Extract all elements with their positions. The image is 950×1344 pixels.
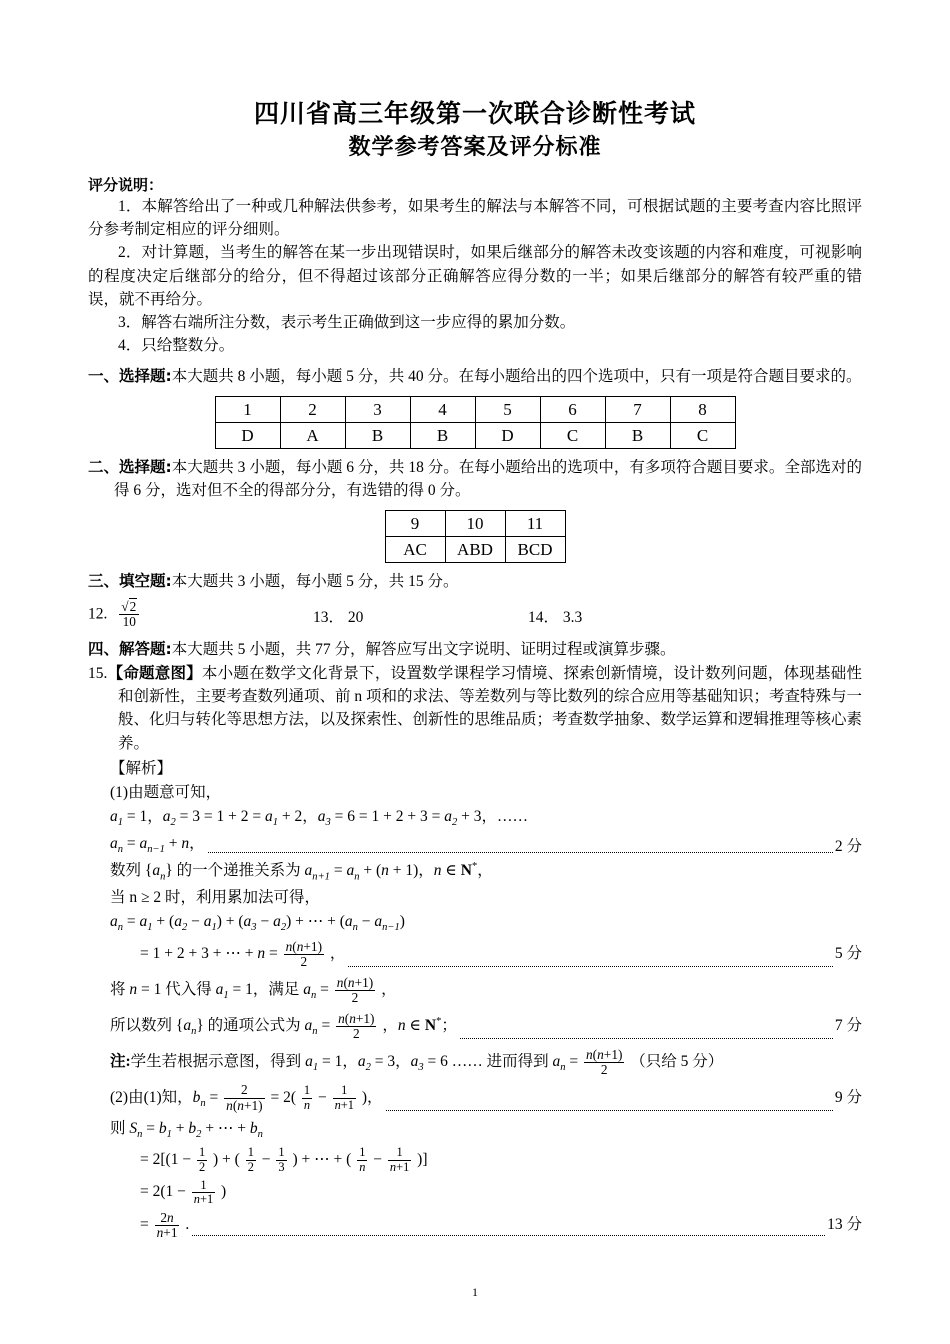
table-cell-number: 7 — [605, 396, 670, 422]
teacher-note: 注:学生若根据示意图，得到 $a_1 = 1$，$a_2 = 3$，$a_3 = 6$ …… 进而得到 $a_n$ = $\frac{n(n+1)}{2}$ （只给 5 分） — [110, 1046, 724, 1077]
table-cell-answer: BCD — [505, 537, 565, 563]
page-number: 1 — [472, 1285, 478, 1299]
fraction-numerator: 1 — [359, 1145, 366, 1160]
fraction-numerator: 1 — [396, 1145, 403, 1160]
equation-general-term — [88, 1009, 862, 1044]
fraction-1-over-n-plus-1 — [333, 1084, 356, 1112]
equation-initial-terms: $a_1 = 1$，$a_2 = 3 = 1 + 2 = a_1 + 2$，$a_3 = 6 = 1 + 2 + 3 = a_2 + 3$，…… — [110, 808, 529, 829]
section-four-label: 四、解答题: — [88, 639, 172, 658]
section-four-text: 本大题共 5 小题，共 77 分，解答应写出文字说明、证明过程或演算步骤。 — [171, 640, 676, 658]
table-cell-number: 1 — [215, 396, 280, 422]
blank-number-13: 13． — [313, 608, 345, 626]
table-row-numbers — [215, 396, 735, 422]
equation-body: = $\frac{2n}{n+1}$ . — [140, 1209, 190, 1241]
equation-sum-formula — [88, 937, 862, 972]
fraction-denominator: n+1 — [193, 1192, 214, 1207]
fraction-numerator: 1 — [198, 1145, 206, 1160]
table-cell-number: 2 — [280, 396, 345, 422]
fraction-denominator: n(n+1) — [226, 1097, 263, 1113]
section-one-text: 本大题共 8 小题，每小题 5 分，共 40 分。在每小题给出的四个选项中，只有一项是符合题目要求的。 — [171, 367, 862, 385]
fraction-denominator: 2 — [284, 954, 324, 969]
section-three-label: 三、填空题: — [88, 572, 172, 591]
fraction-2-over-n-n-plus-1 — [224, 1083, 264, 1113]
fraction-numerator: 1 — [341, 1083, 348, 1098]
table-cell-number: 4 — [410, 396, 475, 422]
fraction-n-n-plus-1-over-2 — [284, 940, 324, 970]
leader-dots — [460, 1037, 833, 1039]
radical-icon: √ — [121, 598, 129, 614]
note-label: 注: — [110, 1052, 131, 1070]
table-row-answers — [215, 422, 735, 448]
score-marker: 2 分 — [834, 837, 862, 855]
leader-dots — [192, 1234, 825, 1236]
section-one-label: 一、选择题: — [88, 366, 172, 385]
fraction-numerator: 2 — [241, 1082, 248, 1098]
equation-substitute-n1: 将 n = 1 代入得 $a_1 = 1$，满足 $a_n$ = $\frac{n(n+1)}{2}$ ， — [110, 974, 397, 1006]
equation-body: $a_n = a_{n-1} + n$， — [110, 835, 205, 856]
section-two-text: 本大题共 3 小题，每小题 6 分，共 18 分。在每小题给出的选项中，有多项符合题目要求。全部选对的得 6 分，选对但不全的得部分分，有选错的得 0 分。 — [114, 458, 862, 499]
text-when-n-ge-2: 当 n ≥ 2 时，利用累加法可得， — [110, 889, 321, 907]
fraction-1-over-3 — [276, 1146, 286, 1174]
fraction-numerator: n(n+1) — [336, 974, 374, 990]
section-two-label: 二、选择题: — [88, 457, 172, 476]
equation-part2-bn — [88, 1081, 862, 1116]
section-two-heading — [88, 456, 862, 503]
scoring-note-2: 2．对计算题，当考生的解答在某一步出现错误时，如果后继部分的解答未改变该题的内容和难度，可视影响的程度决定后继部分的给分，但不得超过该部分正确解答应得分数的一半；如果后继部分的解答有较严重的错误，就不再给分。 — [88, 244, 862, 308]
table-cell-answer: C — [670, 422, 735, 448]
fraction-2n-over-n-plus-1 — [155, 1211, 180, 1241]
answer-table-1-wrapper — [88, 396, 862, 449]
section-four-heading — [88, 638, 862, 661]
table-cell-number: 3 — [345, 396, 410, 422]
fraction-denominator: 2 — [335, 990, 375, 1005]
fraction-denominator: 2 — [198, 1159, 206, 1174]
scoring-note-4: 4．只给整数分。 — [118, 337, 235, 355]
blank-number-12: 12. — [88, 604, 108, 622]
question-15-intent — [88, 662, 862, 755]
scoring-note-3: 3．解答右端所注分数，表示考生正确做到这一步应得的累加分数。 — [118, 314, 576, 331]
document-page — [88, 0, 862, 1344]
table-cell-answer: ABD — [445, 537, 505, 563]
section-three-heading — [88, 570, 862, 593]
fraction-1-over-n — [302, 1084, 312, 1112]
score-marker: 13 分 — [827, 1216, 862, 1234]
blank-number-14: 14． — [528, 608, 560, 626]
score-marker: 5 分 — [834, 945, 862, 963]
fraction-denominator: 10 — [119, 614, 139, 629]
scoring-notes-heading: 评分说明： — [88, 175, 164, 194]
leader-dots — [208, 851, 833, 853]
solution-label: 【解析】 — [110, 759, 173, 777]
fraction-n-n-plus-1-over-2 — [336, 1012, 376, 1042]
answer-table-2 — [385, 510, 566, 563]
leader-dots — [386, 1109, 833, 1111]
table-cell-number: 9 — [385, 511, 445, 537]
equation-Sn-simplified: = 2(1 − $\frac{1}{n+1}$ ) — [140, 1177, 227, 1207]
question-15-number: 15. — [88, 664, 108, 682]
equation-Sn-expansion: = 2[(1 − $\frac{1}{2}$ ) + ( $\frac{1}{2}$ − $\frac{1}{3}$ ) + ⋯ + ( $\frac{1}{n}$ − $\frac{1}{n+1}$ )] — [140, 1145, 428, 1174]
answer-table-2-wrapper — [88, 510, 862, 563]
fraction-numerator: 1 — [303, 1083, 311, 1098]
fraction-denominator: n+1 — [334, 1097, 354, 1112]
blank-answer-13 — [313, 606, 363, 629]
fraction-denominator: 2 — [247, 1159, 254, 1174]
table-cell-answer: AC — [385, 537, 445, 563]
leader-dots — [348, 965, 832, 967]
fraction-denominator: n+1 — [156, 1225, 178, 1241]
fraction-1-over-2 — [246, 1146, 256, 1174]
section-one-heading — [88, 365, 862, 388]
score-marker: 7 分 — [834, 1017, 862, 1035]
question-15-intent-label: 【命题意图】 — [107, 663, 202, 682]
fraction-numerator: 1 — [278, 1145, 285, 1160]
table-cell-answer: C — [540, 422, 605, 448]
question-15-solution — [88, 757, 862, 1241]
page-footer — [0, 1285, 950, 1300]
table-cell-answer: B — [605, 422, 670, 448]
table-row-answers — [385, 537, 565, 563]
blank-value-14: 3.3 — [562, 608, 583, 626]
equation-Sn-final — [88, 1209, 862, 1241]
fraction-numerator: 1 — [200, 1177, 207, 1192]
fraction-numerator: n(n+1) — [338, 1010, 375, 1026]
fraction-numerator: √2 — [121, 598, 137, 614]
fraction-n-n-plus-1-over-2 — [335, 976, 375, 1006]
fraction-denominator: 3 — [278, 1159, 285, 1174]
fraction-1-over-n-plus-1 — [388, 1146, 411, 1174]
fraction-n-n-plus-1-over-2 — [584, 1048, 624, 1078]
table-cell-number: 6 — [540, 396, 605, 422]
question-15-intent-text: 本小题在数学文化背景下，设置数学课程学习情境、探索创新情境，设计数列问题，体现基础性和创新性，主要考查数列通项、前 n 项和的求法、等差数列与等比数列的综合应用等基础知识；考查特殊与一般、化归与转化等思想方法，以及探索性、创新性的思维品质；考查数学抽象、数学运算和逻辑推理等核心素养。 — [118, 664, 863, 752]
fraction-numerator: 2n — [160, 1209, 174, 1225]
fraction-denominator: 2 — [584, 1062, 624, 1077]
table-cell-number: 8 — [670, 396, 735, 422]
page-subtitle: 数学参考答案及评分标准 — [348, 135, 602, 161]
table-cell-answer: A — [280, 422, 345, 448]
page-title: 四川省高三年级第一次联合诊断性考试 — [253, 99, 696, 128]
fill-in-blank-answers — [88, 596, 862, 638]
equation-body: (2)由(1)知，$b_n$ = $\frac{2}{n(n+1)}$ = 2( $\frac{1}{n}$ − $\frac{1}{n+1}$ )， — [110, 1082, 383, 1113]
fraction-denominator: n — [359, 1159, 366, 1174]
fraction-numerator: 1 — [247, 1145, 254, 1160]
table-cell-answer: D — [475, 422, 540, 448]
equation-body: 所以数列 $\{a_n\}$ 的通项公式为 $a_n$ = $\frac{n(n+1)}{2}$ ，n ∈ N*； — [110, 1010, 457, 1042]
equation-body: = 1 + 2 + 3 + ⋯ + n = $\frac{n(n+1)}{2}$ ， — [140, 938, 346, 970]
table-cell-number: 10 — [445, 511, 505, 537]
blank-answer-14 — [528, 606, 582, 629]
table-row-numbers — [385, 511, 565, 537]
fraction-1-over-n — [357, 1146, 367, 1174]
fraction-numerator: n(n+1) — [285, 938, 323, 954]
fraction-sqrt2-over-10 — [119, 600, 139, 630]
fraction-denominator: n — [303, 1097, 311, 1112]
table-cell-answer: B — [345, 422, 410, 448]
table-cell-number: 11 — [505, 511, 565, 537]
equation-Sn-definition: 则 $S_n = b_1 + b_2$ + ⋯ + $b_n$ — [110, 1119, 263, 1140]
scoring-note-1: 1．本解答给出了一种或几种解法供参考，如果考生的解法与本解答不同，可根据试题的主要考查内容比照评分参考制定相应的评分细则。 — [88, 197, 862, 238]
fraction-numerator: n(n+1) — [586, 1046, 623, 1062]
note-tail: （只给 5 分） — [630, 1052, 724, 1070]
table-cell-number: 5 — [475, 396, 540, 422]
score-marker: 9 分 — [834, 1088, 862, 1106]
blank-answer-12 — [88, 600, 141, 630]
fraction-denominator: 2 — [336, 1026, 376, 1041]
table-cell-answer: B — [410, 422, 475, 448]
answer-table-1 — [215, 396, 736, 449]
section-three-text: 本大题共 3 小题，每小题 5 分，共 15 分。 — [171, 573, 459, 591]
fraction-1-over-2 — [197, 1146, 207, 1174]
equation-recurrence-relation: 数列 $\{a_n\}$ 的一个递推关系为 $a_{n+1} = a_n + (n + 1)$，n ∈ N*， — [110, 861, 493, 883]
blank-value-13: 20 — [347, 608, 364, 626]
table-cell-answer: D — [215, 422, 280, 448]
part1-intro: (1)由题意可知， — [110, 784, 222, 801]
fraction-denominator: n+1 — [389, 1159, 410, 1174]
fraction-1-over-n-plus-1 — [192, 1179, 215, 1207]
equation-telescoping-setup: $a_n = a_1 + (a_2 - a_1) + (a_3 - a_2)$ + ⋯ + $(a_n - a_{n-1})$ — [110, 913, 405, 934]
equation-recursive-line — [88, 832, 862, 858]
